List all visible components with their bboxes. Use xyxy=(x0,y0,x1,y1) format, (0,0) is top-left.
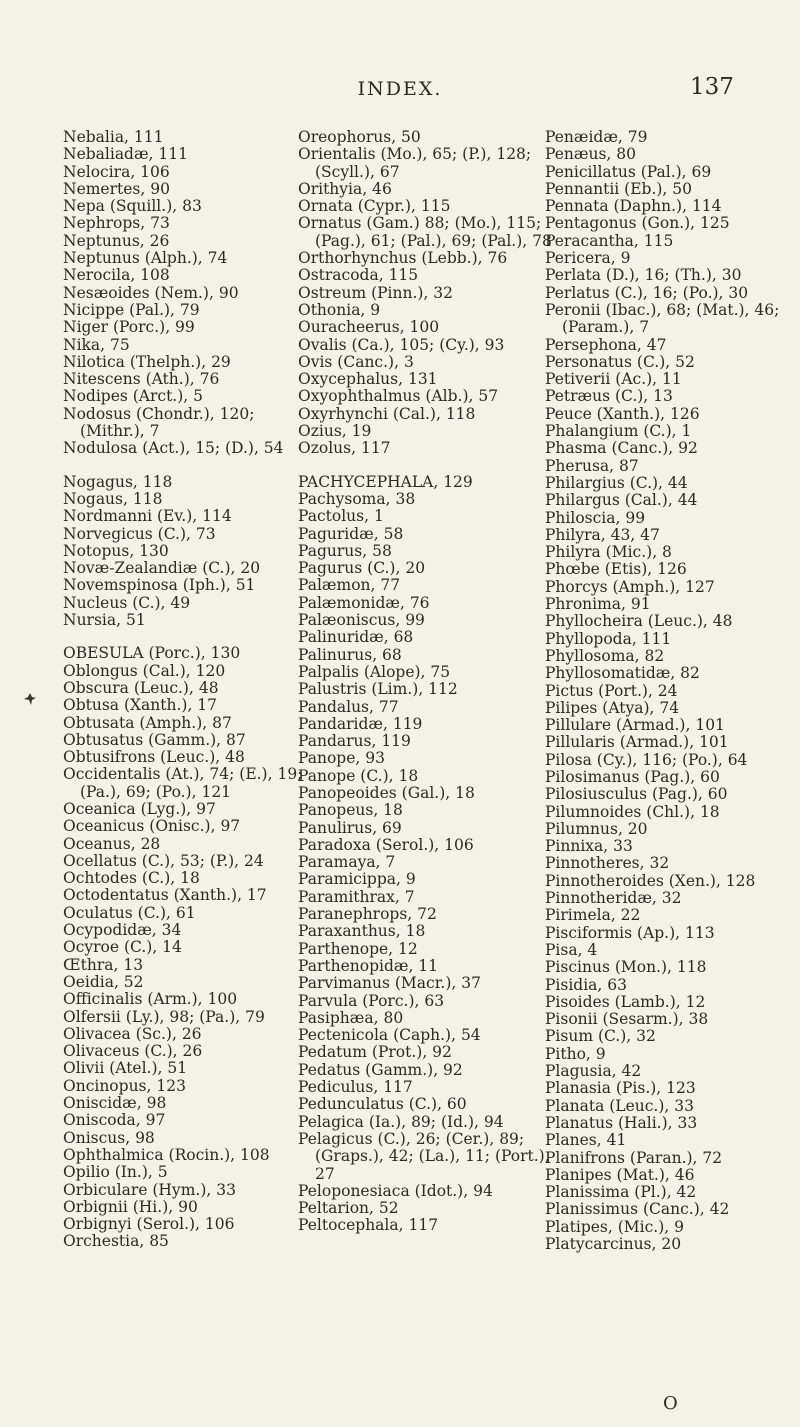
index-entry: Plagusia, 42 xyxy=(545,1062,642,1081)
index-entry: Pisciformis (Ap.), 113 xyxy=(545,923,715,942)
index-entry: Oculatus (C.), 61 xyxy=(63,903,196,922)
index-entry: Norvegicus (C.), 73 xyxy=(63,524,216,543)
index-entry: Oniscoda, 97 xyxy=(63,1111,166,1130)
index-entry: Pisidia, 63 xyxy=(545,975,627,994)
index-entry: Platycarcinus, 20 xyxy=(545,1235,682,1253)
index-entry: Planifrons (Paran.), 72 xyxy=(545,1148,723,1167)
index-entry: Pedatum (Prot.), 92 xyxy=(298,1043,452,1062)
index-entry: Pilosiusculus (Pag.), 60 xyxy=(545,785,728,804)
ink-blot-mark xyxy=(23,692,37,706)
index-entry: Ovalis (Ca.), 105; (Cy.), 93 xyxy=(298,335,505,354)
index-entry: Pinnotheres, 32 xyxy=(545,854,670,873)
index-entry: Niger (Porc.), 99 xyxy=(63,318,195,337)
index-entry: Phyllocheira (Leuc.), 48 xyxy=(545,612,733,631)
index-entry: Palæmon, 77 xyxy=(298,576,401,595)
index-entry: Palæoniscus, 99 xyxy=(298,611,425,630)
index-entry: Paguridæ, 58 xyxy=(298,524,404,543)
index-entry: Ochtodes (C.), 18 xyxy=(63,869,200,888)
index-entry: Peracantha, 115 xyxy=(545,231,674,250)
index-entry: Nodulosa (Act.), 15; (D.), 54 xyxy=(63,439,284,458)
index-entry: Planata (Leuc.), 33 xyxy=(545,1096,694,1115)
index-entry: Officinalis (Arm.), 100 xyxy=(63,990,238,1009)
index-entry: Oceanicus (Onisc.), 97 xyxy=(63,817,241,836)
signature-mark: O xyxy=(663,1393,678,1414)
index-entry: Octodentatus (Xanth.), 17 xyxy=(63,886,267,905)
index-entry: Phronima, 91 xyxy=(545,595,651,614)
index-entry: Peronii (Ibac.), 68; (Mat.), 46; (Param.), 7 xyxy=(545,300,780,337)
index-entry: Nelocira, 106 xyxy=(63,162,170,181)
index-entry: Perlata (D.), 16; (Th.), 30 xyxy=(545,266,742,285)
index-entry: Ornatus (Gam.) 88; (Mo.), 115; (Pag.), 61; (Pal.), 69; (Pal.), 78 xyxy=(298,214,552,250)
index-entry: Occidentalis (At.), 74; (E.), 19; (Pa.), 69; (Po.), 121 xyxy=(63,765,303,801)
index-column-2 xyxy=(298,129,556,1235)
index-entry: Nordmanni (Ev.), 114 xyxy=(63,507,232,526)
index-entry: Paranephrops, 72 xyxy=(298,905,437,924)
index-entry: Olivii (Atel.), 51 xyxy=(63,1059,188,1078)
index-entry: Penicillatus (Pal.), 69 xyxy=(545,162,712,181)
index-entry: Perlatus (C.), 16; (Po.), 30 xyxy=(545,283,749,302)
index-entry: Petiverii (Ac.), 11 xyxy=(545,370,682,389)
index-entry: Ozius, 19 xyxy=(298,422,372,441)
index-entry: Pillulare (Armad.), 101 xyxy=(545,716,725,735)
index-entry: Phasma (Canc.), 92 xyxy=(545,439,698,458)
index-entry: Peltocephala, 117 xyxy=(298,1216,439,1235)
index-entry: Pentagonus (Gon.), 125 xyxy=(545,214,730,233)
index-entry: Ouracheerus, 100 xyxy=(298,318,440,337)
index-entry: Nitescens (Ath.), 76 xyxy=(63,370,220,389)
index-entry: Penæidæ, 79 xyxy=(545,128,648,146)
index-entry: Nephrops, 73 xyxy=(63,214,170,233)
index-entry: Pennata (Daphn.), 114 xyxy=(545,197,722,216)
index-entry: Notopus, 130 xyxy=(63,541,169,560)
index-entry: Oxyrhynchi (Cal.), 118 xyxy=(298,404,476,423)
index-entry: Œthra, 13 xyxy=(63,955,144,974)
index-entry: Orbiculare (Hym.), 33 xyxy=(63,1180,236,1199)
index-entry: Palinuridæ, 68 xyxy=(298,628,414,647)
index-entry: Pillularis (Armad.), 101 xyxy=(545,733,729,752)
index-entry: Palæmonidæ, 76 xyxy=(298,593,430,612)
index-entry: Palpalis (Alope), 75 xyxy=(298,662,451,681)
index-entry: Obtusa (Xanth.), 17 xyxy=(63,696,218,715)
index-entry: Pinnotheridæ, 32 xyxy=(545,889,682,908)
index-entry: Oceanus, 28 xyxy=(63,834,161,853)
index-entry: Nodosus (Chondr.), 120; (Mithr.), 7 xyxy=(63,404,255,441)
index-entry: Pictus (Port.), 24 xyxy=(545,681,678,700)
index-entry: Ovis (Canc.), 3 xyxy=(298,352,414,371)
index-entry: Nucleus (C.), 49 xyxy=(63,593,191,612)
index-entry: Palustris (Lim.), 112 xyxy=(298,680,458,699)
running-header-title: INDEX. xyxy=(357,78,443,100)
index-entry: Obtusata (Amph.), 87 xyxy=(63,713,232,732)
index-entry: Ocellatus (C.), 53; (P.), 24 xyxy=(63,851,264,870)
index-entry: Pennantii (Eb.), 50 xyxy=(545,179,693,198)
index-entry: Pilumnoides (Chl.), 18 xyxy=(545,802,720,821)
index-entry: Nogagus, 118 xyxy=(63,472,173,491)
index-entry: Pediculus, 117 xyxy=(298,1078,413,1097)
index-entry: Ocyroe (C.), 14 xyxy=(63,938,182,957)
index-entry: Philargius (C.), 44 xyxy=(545,473,688,492)
index-entry: Novæ-Zealandiæ (C.), 20 xyxy=(63,559,261,578)
index-entry: Nika, 75 xyxy=(63,335,130,354)
index-entry: Philoscia, 99 xyxy=(545,508,646,527)
index-entry: Pagurus, 58 xyxy=(298,541,392,560)
index-entry: Pedunculatus (C.), 60 xyxy=(298,1095,467,1114)
index-entry: Nesæoides (Nem.), 90 xyxy=(63,283,239,302)
index-entry: Obscura (Leuc.), 48 xyxy=(63,678,219,697)
index-entry: Orithyia, 46 xyxy=(298,179,392,198)
index-entry: Obtusifrons (Leuc.), 48 xyxy=(63,748,245,767)
index-entry: Peloponesiaca (Idot.), 94 xyxy=(298,1181,493,1200)
index-entry: Ozolus, 117 xyxy=(298,439,391,458)
index-entry: Nodipes (Arct.), 5 xyxy=(63,387,203,406)
index-entry: Ostracoda, 115 xyxy=(298,266,419,285)
index-entry: Pandalus, 77 xyxy=(298,697,399,716)
index-entry: Pasiphæa, 80 xyxy=(298,1008,404,1027)
index-entry: Phalangium (C.), 1 xyxy=(545,422,692,441)
index-entry: Pandarus, 119 xyxy=(298,732,411,751)
index-entry: Paramithrax, 7 xyxy=(298,887,415,906)
index-entry: Panope (C.), 18 xyxy=(298,766,419,785)
index-entry: Pactolus, 1 xyxy=(298,507,384,526)
index-entry: Pilumnus, 20 xyxy=(545,819,648,838)
index-entry: Pelagicus (C.), 26; (Cer.), 89; (Graps.), 42; (La.), 11; (Port.), 27 xyxy=(298,1129,550,1183)
index-entry: Parvula (Porc.), 63 xyxy=(298,991,445,1010)
index-entry: Panopeus, 18 xyxy=(298,801,403,820)
index-entry: Piscinus (Mon.), 118 xyxy=(545,958,707,977)
index-entry: Phorcys (Amph.), 127 xyxy=(545,577,715,596)
index-entry: Penæus, 80 xyxy=(545,145,636,164)
index-entry: Parthenopidæ, 11 xyxy=(298,956,439,975)
index-entry: Nicippe (Pal.), 79 xyxy=(63,300,200,319)
index-entry: Ornata (Cypr.), 115 xyxy=(298,197,451,216)
index-entry: Orientalis (Mo.), 65; (P.), 128; (Scyll.), 67 xyxy=(298,145,532,181)
index-entry: Nebaliadæ, 111 xyxy=(63,145,188,164)
index-entry: Pelagica (Ia.), 89; (Id.), 94 xyxy=(298,1112,504,1131)
index-entry: Peltarion, 52 xyxy=(298,1199,399,1218)
index-entry: Pinnixa, 33 xyxy=(545,837,633,856)
index-entry: Paradoxa (Serol.), 106 xyxy=(298,835,474,854)
index-entry: Olivacea (Sc.), 26 xyxy=(63,1024,202,1043)
index-entry: Pericera, 9 xyxy=(545,249,631,268)
index-entry: Pedatus (Gamm.), 92 xyxy=(298,1060,463,1079)
index-entry: Philargus (Cal.), 44 xyxy=(545,491,698,510)
index-entry: Platipes, (Mic.), 9 xyxy=(545,1217,684,1236)
index-entry: Nogaus, 118 xyxy=(63,489,163,508)
index-entry: Pisoides (Lamb.), 12 xyxy=(545,992,706,1011)
index-column-1 xyxy=(63,129,303,1251)
index-entry: Parthenope, 12 xyxy=(298,939,418,958)
index-entry: Obtusatus (Gamm.), 87 xyxy=(63,730,246,749)
index-entry: Opilio (In.), 5 xyxy=(63,1163,168,1182)
index-entry: Pherusa, 87 xyxy=(545,456,639,475)
index-entry: Peuce (Xanth.), 126 xyxy=(545,404,700,423)
index-entry: Pagurus (C.), 20 xyxy=(298,559,426,578)
index-entry: Neptunus, 26 xyxy=(63,231,170,250)
index-entry: Oreophorus, 50 xyxy=(298,128,421,146)
index-entry: Petræus (C.), 13 xyxy=(545,387,673,406)
index-entry: Pandaridæ, 119 xyxy=(298,714,423,733)
index-entry: Panulirus, 69 xyxy=(298,818,402,837)
index-entry: Persephona, 47 xyxy=(545,335,667,354)
index-entry: Paraxanthus, 18 xyxy=(298,922,426,941)
index-entry: Oxyophthalmus (Alb.), 57 xyxy=(298,387,499,406)
index-entry: Planasia (Pis.), 123 xyxy=(545,1079,696,1098)
index-entry: Pisum (C.), 32 xyxy=(545,1027,656,1046)
index-entry: Olivaceus (C.), 26 xyxy=(63,1042,203,1061)
index-entry: Philyra, 43, 47 xyxy=(545,525,660,544)
index-entry: Planatus (Hali.), 33 xyxy=(545,1113,698,1132)
index-entry: Phyllosomatidæ, 82 xyxy=(545,664,700,683)
index-entry: Oeidia, 52 xyxy=(63,972,144,991)
index-entry: Oniscidæ, 98 xyxy=(63,1094,167,1113)
index-entry: Pilosa (Cy.), 116; (Po.), 64 xyxy=(545,750,748,769)
index-entry: Ophthalmica (Rocin.), 108 xyxy=(63,1145,270,1164)
index-entry: Neptunus (Alph.), 74 xyxy=(63,249,228,268)
index-entry: Pinnotheroides (Xen.), 128 xyxy=(545,871,756,890)
index-entry: Pilipes (Atya), 74 xyxy=(545,698,680,717)
index-entry: Nepa (Squill.), 83 xyxy=(63,197,202,216)
page-number: 137 xyxy=(690,74,734,100)
index-entry: Planes, 41 xyxy=(545,1131,627,1150)
index-entry: Planissima (Pl.), 42 xyxy=(545,1183,697,1202)
index-entry: Parvimanus (Macr.), 37 xyxy=(298,974,481,993)
index-entry: Paramicippa, 9 xyxy=(298,870,416,889)
index-entry: Phyllopoda, 111 xyxy=(545,629,672,648)
index-entry: Orthorhynchus (Lebb.), 76 xyxy=(298,249,508,268)
index-entry: Orbignii (Hi.), 90 xyxy=(63,1197,198,1216)
index-entry: Oceanica (Lyg.), 97 xyxy=(63,799,216,818)
index-entry: Nilotica (Thelph.), 29 xyxy=(63,352,231,371)
index-column-3 xyxy=(545,129,795,1253)
index-entry: Nerocila, 108 xyxy=(63,266,170,285)
index-entry: Personatus (C.), 52 xyxy=(545,352,695,371)
index-entry: Olfersii (Ly.), 98; (Pa.), 79 xyxy=(63,1007,265,1026)
index-entry: Oblongus (Cal.), 120 xyxy=(63,661,226,680)
index-entry: Panope, 93 xyxy=(298,749,385,768)
index-entry: Nemertes, 90 xyxy=(63,179,170,198)
index-entry: Oxycephalus, 131 xyxy=(298,370,438,389)
index-entry: PACHYCEPHALA, 129 xyxy=(298,472,473,491)
index-entry: Orchestia, 85 xyxy=(63,1232,169,1251)
index-entry: Pisonii (Sesarm.), 38 xyxy=(545,1010,709,1029)
index-entry: Pectenicola (Caph.), 54 xyxy=(298,1026,481,1045)
index-entry: Pisa, 4 xyxy=(545,940,598,959)
index-entry: Panopeoides (Gal.), 18 xyxy=(298,783,475,802)
index-entry: Paramaya, 7 xyxy=(298,853,396,872)
index-entry: Pachysoma, 38 xyxy=(298,489,416,508)
index-entry: Oncinopus, 123 xyxy=(63,1076,186,1095)
index-entry: Pirimela, 22 xyxy=(545,906,641,925)
index-entry: OBESULA (Porc.), 130 xyxy=(63,644,241,663)
index-entry: Phyllosoma, 82 xyxy=(545,646,665,665)
index-entry: Planipes (Mat.), 46 xyxy=(545,1165,695,1184)
index-entry: Novemspinosa (Iph.), 51 xyxy=(63,576,256,595)
index-entry: Planissimus (Canc.), 42 xyxy=(545,1200,730,1219)
index-entry: Philyra (Mic.), 8 xyxy=(545,543,672,562)
index-entry: Pilosimanus (Pag.), 60 xyxy=(545,767,720,786)
index-entry: Orbignyi (Serol.), 106 xyxy=(63,1215,235,1234)
index-entry: Ocypodidæ, 34 xyxy=(63,921,182,940)
index-entry: Pitho, 9 xyxy=(545,1044,606,1063)
index-entry: Ostreum (Pinn.), 32 xyxy=(298,283,454,302)
index-entry: Phœbe (Etis), 126 xyxy=(545,560,687,579)
index-entry: Oniscus, 98 xyxy=(63,1128,155,1147)
index-entry: Nebalia, 111 xyxy=(63,128,164,146)
index-entry: Palinurus, 68 xyxy=(298,645,402,664)
index-entry: Nursia, 51 xyxy=(63,611,146,630)
index-entry: Othonia, 9 xyxy=(298,300,381,319)
